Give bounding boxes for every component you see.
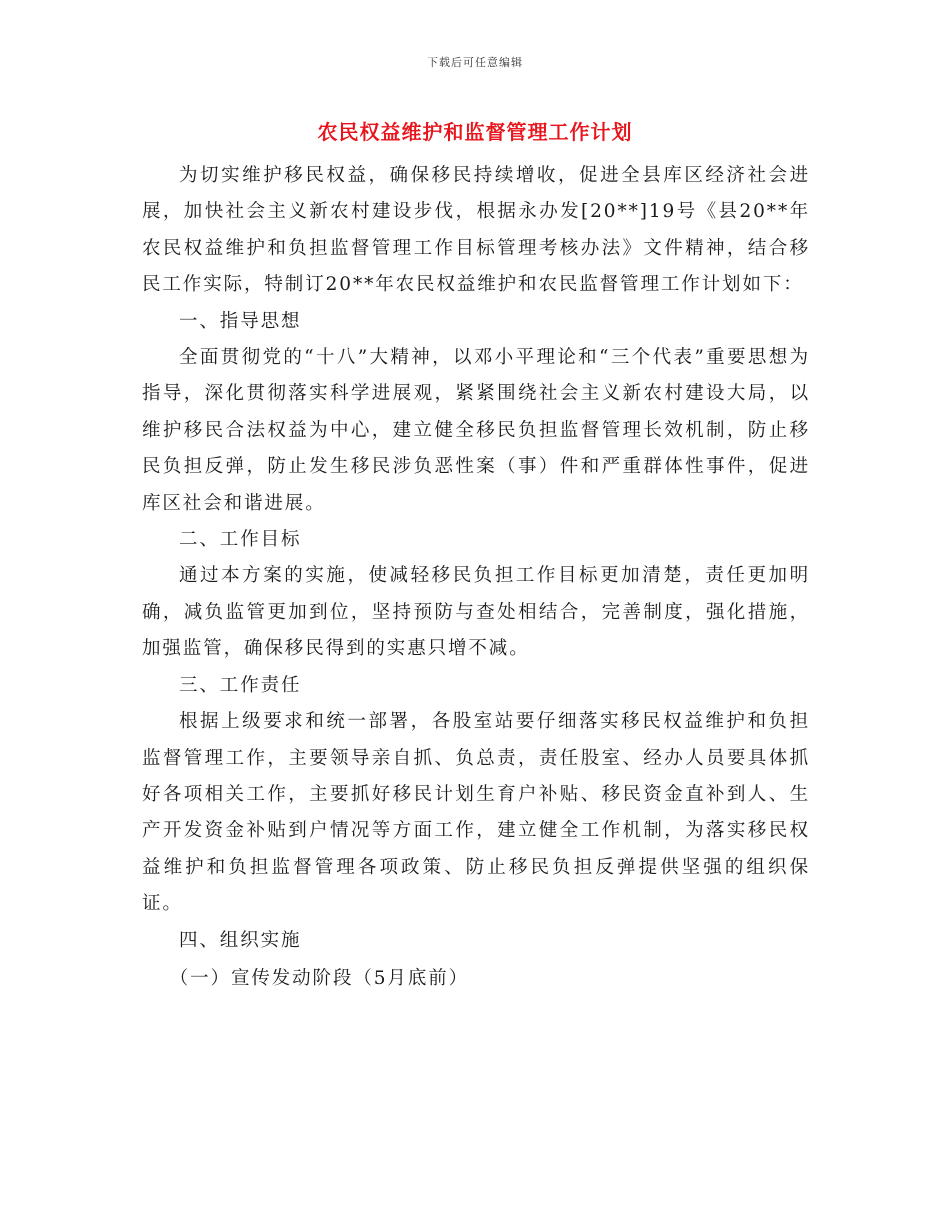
section-heading-work-responsibility: 三、工作责任 bbox=[179, 674, 302, 696]
header-note: 下载后可任意编辑 bbox=[427, 56, 523, 69]
section-body-guiding-ideology: 全面贯彻党的“十八”大精神，以邓小平理论和“三个代表”重要思想为指导，深化贯彻落实科学进展观，紧紧围绕社会主义新农村建设大局，以维护移民合法权益为中心，建立健全移民负担监督管理长效机制，防止移民负担反弹，防止发生移民涉负恶性案（事）件和严重群体性事件，促进库区社会和谐进展。 bbox=[142, 347, 810, 514]
section-body-work-goals: 通过本方案的实施，使减轻移民负担工作目标更加清楚，责任更加明确，减负监管更加到位，坚持预防与查处相结合，完善制度，强化措施，加强监管，确保移民得到的实惠只增不减。 bbox=[142, 565, 810, 660]
section-heading-work-goals: 二、工作目标 bbox=[179, 529, 302, 551]
document-body bbox=[142, 158, 810, 997]
section-body-work-responsibility: 根据上级要求和统一部署，各股室站要仔细落实移民权益维护和负担监督管理工作，主要领导亲自抓、负总责，责任股室、经办人员要具体抓好各项相关工作，主要抓好移民计划生育户补贴、移民资金直补到人、生产开发资金补贴到户情况等方面工作，建立健全工作机制，为落实移民权益维护和负担监督管理各项政策、防止移民负担反弹提供坚强的组织保证。 bbox=[142, 711, 810, 915]
section-heading-implementation: 四、组织实施 bbox=[179, 929, 302, 951]
intro-paragraph: 为切实维护移民权益，确保移民持续增收，促进全县库区经济社会进展，加快社会主义新农村建设步伐，根据永办发[20**]19号《县20**年农民权益维护和负担监督管理工作目标管理考核办法》文件精神，结合移民工作实际，特制订20**年农民权益维护和农民监督管理工作计划如下： bbox=[142, 165, 810, 296]
subheading-publicity-phase: （一）宣传发动阶段（5月底前） bbox=[169, 967, 470, 989]
document-title: 农民权益维护和监督管理工作计划 bbox=[317, 120, 633, 144]
section-heading-guiding-ideology: 一、指导思想 bbox=[179, 310, 302, 332]
